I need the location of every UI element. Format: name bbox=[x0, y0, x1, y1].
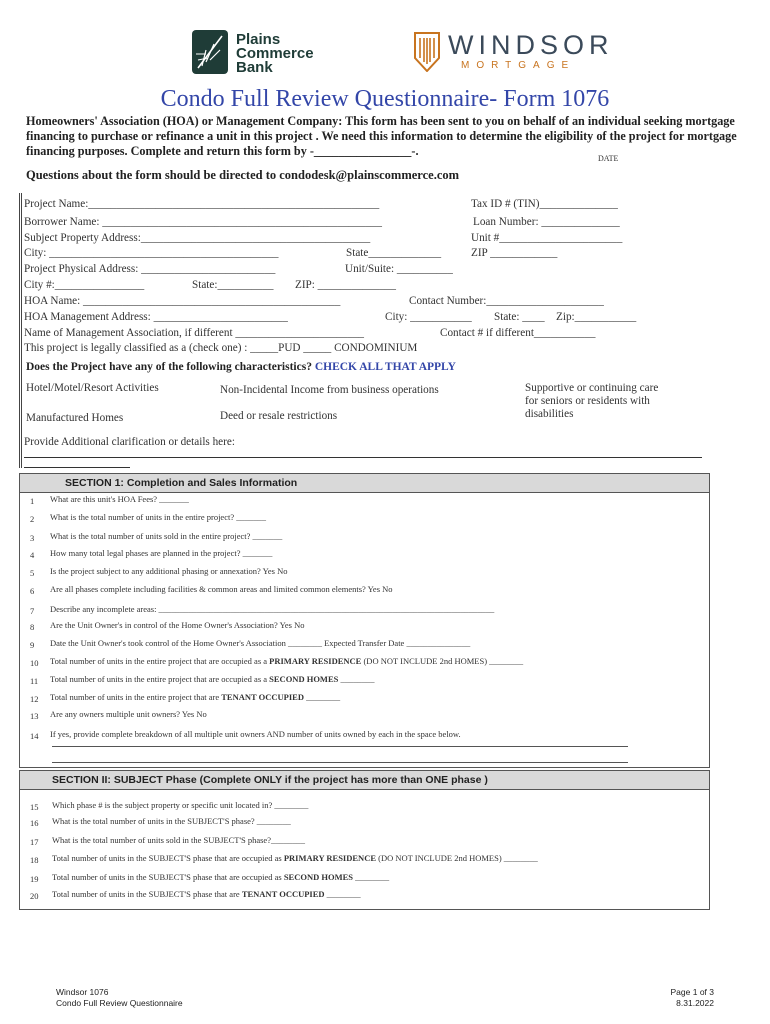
section2-header bbox=[19, 770, 710, 790]
question-number: 13 bbox=[30, 711, 39, 721]
mortgage-logo-text: MORTGAGE bbox=[461, 60, 576, 71]
project-name-field[interactable]: Project Name:____________________________________________________ bbox=[24, 198, 380, 210]
question-number: 8 bbox=[30, 622, 35, 632]
section1-title: SECTION 1: Completion and Sales Information bbox=[65, 477, 298, 489]
question-text[interactable] bbox=[50, 692, 340, 702]
questions-contact: Questions about the form should be directed to condodesk@plainscommerce.com bbox=[26, 168, 460, 182]
question-text[interactable]: Are all phases complete including facilities & common areas and limited common elements? Yes No bbox=[50, 584, 393, 594]
question-text[interactable] bbox=[50, 656, 523, 666]
question-text[interactable]: What is the total number of units in the entire project? _______ bbox=[50, 512, 266, 522]
tax-id-field[interactable]: Tax ID # (TIN)______________ bbox=[471, 198, 618, 210]
question-text[interactable]: Date the Unit Owner's took control of the Home Owner's Association ________ Expected Transfer Date _______________ bbox=[50, 638, 471, 648]
question-number: 12 bbox=[30, 694, 39, 704]
additional-details-line[interactable] bbox=[24, 457, 702, 458]
page-title: Condo Full Review Questionnaire- Form 1076 bbox=[160, 86, 610, 112]
additional-details-line-2[interactable] bbox=[24, 467, 130, 468]
question-text[interactable]: What are this unit's HOA Fees? _______ bbox=[50, 494, 189, 504]
question-text[interactable]: What is the total number of units sold in the entire project? _______ bbox=[50, 531, 283, 541]
unit-field[interactable]: Unit #______________________ bbox=[471, 232, 623, 244]
question-number: 2 bbox=[30, 514, 35, 524]
question-number: 18 bbox=[30, 855, 39, 865]
question-number: 1 bbox=[30, 496, 35, 506]
section1-header bbox=[19, 473, 710, 493]
state-field[interactable]: State_____________ bbox=[346, 247, 442, 259]
question-text-part: Total number of units in the entire project that are occupied as a bbox=[50, 656, 270, 666]
city2-field[interactable]: City #:________________ bbox=[24, 279, 145, 291]
supportive-care-option[interactable] bbox=[525, 382, 658, 421]
hoa-name-field[interactable]: HOA Name: ______________________________________________ bbox=[24, 295, 341, 307]
question-number: 10 bbox=[30, 658, 39, 668]
question-text-part: Total number of units in the SUBJECT'S phase that are occupied as bbox=[52, 853, 284, 863]
question-text[interactable]: Are any owners multiple unit owners? Yes No bbox=[50, 709, 207, 719]
physical-address-field[interactable]: Project Physical Address: ________________________ bbox=[24, 263, 276, 275]
question-text-part: ________ bbox=[353, 872, 390, 882]
question-text[interactable] bbox=[52, 889, 361, 899]
question-emphasis: PRIMARY RESIDENCE bbox=[269, 656, 362, 666]
loan-number-field[interactable]: Loan Number: ______________ bbox=[473, 216, 620, 228]
question-text-part: ________ bbox=[338, 674, 375, 684]
question-number: 16 bbox=[30, 818, 39, 828]
city-field[interactable]: City: _________________________________________ bbox=[24, 247, 279, 259]
question-text[interactable]: Describe any incomplete areas: _______________________________________________________________________________ bbox=[50, 604, 495, 614]
multiple-owner-breakdown-line[interactable] bbox=[52, 746, 628, 747]
question-number: 19 bbox=[30, 874, 39, 884]
question-text-part: Total number of units in the entire project that are occupied as a bbox=[50, 674, 270, 684]
supportive-line3: disabilities bbox=[525, 408, 574, 420]
question-number: 15 bbox=[30, 802, 39, 812]
question-emphasis: TENANT OCCUPIED bbox=[221, 692, 304, 702]
zip-field[interactable]: ZIP ____________ bbox=[471, 247, 558, 259]
city3-field[interactable]: City: ___________ bbox=[385, 311, 472, 323]
question-number: 7 bbox=[30, 606, 35, 616]
windsor-logo-text: WINDSOR bbox=[448, 30, 614, 60]
question-number: 14 bbox=[30, 731, 39, 741]
question-text[interactable]: If yes, provide complete breakdown of all multiple unit owners AND number of units owned by each in the space below. bbox=[50, 729, 461, 739]
section2-title: SECTION II: SUBJECT Phase (Complete ONLY if the project has more than ONE phase ) bbox=[52, 774, 488, 786]
footer-left bbox=[56, 987, 183, 1009]
question-text-part: Total number of units in the entire project that are bbox=[50, 692, 222, 702]
page-number: Page 1 of 3 bbox=[670, 987, 714, 997]
question-emphasis: SECOND HOMES bbox=[283, 872, 354, 882]
deed-restrictions-option[interactable]: Deed or resale restrictions bbox=[220, 410, 338, 422]
supportive-line1: Supportive or continuing care bbox=[525, 382, 659, 394]
question-number: 4 bbox=[30, 550, 35, 560]
question-text[interactable]: Which phase # is the subject property or specific unit located in? ________ bbox=[52, 800, 309, 810]
question-number: 17 bbox=[30, 837, 39, 847]
question-number: 5 bbox=[30, 568, 35, 578]
question-text-part: (DO NOT INCLUDE 2nd HOMES) ________ bbox=[376, 853, 538, 863]
revision-date: 8.31.2022 bbox=[676, 998, 714, 1008]
question-number: 9 bbox=[30, 640, 35, 650]
check-all-label: CHECK ALL THAT APPLY bbox=[314, 361, 456, 373]
question-text-part: Total number of units in the SUBJECT'S phase that are bbox=[52, 889, 242, 899]
question-emphasis: PRIMARY RESIDENCE bbox=[283, 853, 376, 863]
manufactured-homes-option[interactable]: Manufactured Homes bbox=[26, 412, 124, 424]
plains-commerce-logo-icon bbox=[192, 30, 228, 74]
question-text[interactable]: Is the project subject to any additional phasing or annexation? Yes No bbox=[50, 566, 288, 576]
question-text[interactable]: Are the Unit Owner's in control of the Home Owner's Association? Yes No bbox=[50, 620, 305, 630]
state3-field[interactable]: State: ____ bbox=[494, 311, 545, 323]
question-text-part: Total number of units in the SUBJECT'S phase that are occupied as bbox=[52, 872, 284, 882]
question-text-part: ________ bbox=[303, 692, 341, 702]
question-text[interactable]: What is the total number of units in the SUBJECT'S phase? ________ bbox=[52, 816, 291, 826]
multiple-owner-breakdown-line[interactable] bbox=[52, 762, 628, 763]
question-text[interactable] bbox=[52, 853, 538, 863]
non-incidental-option[interactable]: Non-Incidental Income from business operations bbox=[220, 384, 439, 396]
question-emphasis: SECOND HOMES bbox=[269, 674, 339, 684]
footer-right bbox=[671, 987, 714, 1009]
footer-form-id: Windsor 1076 bbox=[56, 987, 109, 997]
plains-logo-line2: Commerce bbox=[236, 45, 314, 62]
question-text-part: (DO NOT INCLUDE 2nd HOMES) ________ bbox=[361, 656, 524, 666]
date-label: DATE bbox=[598, 154, 619, 163]
question-number: 3 bbox=[30, 533, 35, 543]
question-number: 20 bbox=[30, 891, 39, 901]
characteristics-heading-text: Does the Project have any of the following characteristics? bbox=[26, 361, 312, 373]
intro-paragraph: Homeowners' Association (HOA) or Management Company: This form has been sent to you on behalf of an individual seeking mortgage financing to purchase or refinance a unit in this project . We need this information to determine the eligibility of the project for mortgage financing purposes. Complete and return this form by -________________-. bbox=[26, 114, 737, 158]
question-number: 11 bbox=[30, 676, 39, 686]
footer-form-name: Condo Full Review Questionnaire bbox=[56, 998, 183, 1008]
contact-number-field[interactable]: Contact Number:_____________________ bbox=[409, 295, 604, 307]
hotel-option[interactable]: Hotel/Motel/Resort Activities bbox=[26, 382, 159, 394]
subject-property-field[interactable]: Subject Property Address:_________________________________________ bbox=[24, 232, 371, 244]
question-text[interactable] bbox=[50, 674, 374, 684]
question-text[interactable] bbox=[52, 872, 389, 882]
legal-classification-field[interactable]: This project is legally classified as a (check one) : _____PUD _____ CONDOMINIUM bbox=[24, 342, 418, 354]
contact-if-different-field[interactable]: Contact # if different___________ bbox=[440, 327, 596, 339]
question-text-part: ________ bbox=[324, 889, 361, 899]
hoa-mgmt-address-field[interactable]: HOA Management Address: ________________________ bbox=[24, 311, 288, 323]
windsor-shield-icon bbox=[414, 32, 440, 72]
unit-suite-field[interactable]: Unit/Suite: __________ bbox=[345, 263, 453, 275]
plains-logo-line3: Bank bbox=[236, 59, 273, 76]
characteristics-heading bbox=[26, 361, 456, 373]
zip2-field[interactable]: ZIP: ______________ bbox=[295, 279, 396, 291]
supportive-line2: for seniors or residents with bbox=[525, 395, 650, 407]
zip3-field[interactable]: Zip:___________ bbox=[556, 311, 637, 323]
mgmt-assoc-field[interactable]: Name of Management Association, if different _______________________ bbox=[24, 327, 365, 339]
additional-details-label: Provide Additional clarification or details here: bbox=[24, 436, 235, 448]
question-number: 6 bbox=[30, 586, 35, 596]
question-text[interactable]: How many total legal phases are planned in the project? _______ bbox=[50, 548, 273, 558]
plains-logo-line1: Plains bbox=[236, 31, 281, 48]
state2-field[interactable]: State:__________ bbox=[192, 279, 274, 291]
question-text[interactable]: What is the total number of units sold in the SUBJECT'S phase?________ bbox=[52, 835, 305, 845]
borrower-name-field[interactable]: Borrower Name: __________________________________________________ bbox=[24, 216, 382, 228]
question-emphasis: TENANT OCCUPIED bbox=[241, 889, 325, 899]
